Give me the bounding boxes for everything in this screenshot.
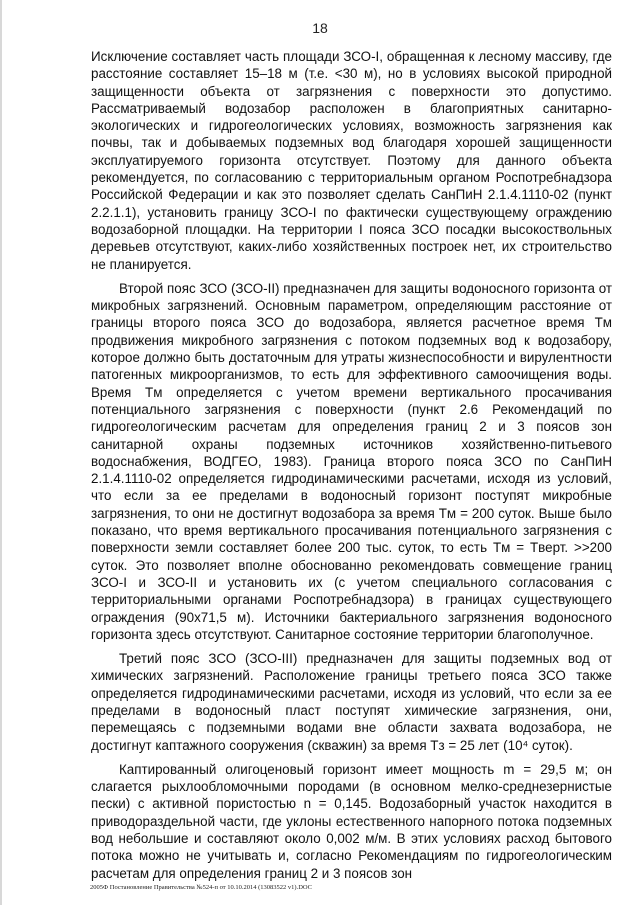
paragraph-szo-2: Второй пояс ЗСО (ЗСО-II) предназначен для защиты водоносного горизонта от микробных загрязнений. Основным параметром, определяющим расстояние от границы второго пояса ЗСО до водозабора, является расчетное время Tм продвижения микробного загрязнения с потоком подземных вод к водозабору, которое должно быть достаточным для утраты жизнеспособности и вирулентности патогенных микроорганизмов, то есть для эффективного самоочищения воды. Время Tм определяется с учетом времени вертикального просачивания потенциального загрязнения с поверхности (пункт 2.6 Рекомендаций по гидрогеологическим расчетам для определения границ 2 и 3 поясов зон санитарной охраны подземных источников хозяйственно-питьевого водоснабжения, ВОДГЕО, 1983). Граница второго пояса ЗСО по СанПиН 2.1.4.1110-02 определяется гидродинамическими расчетами, исходя из условий, что если за ее пределами в водоносный горизонт поступят микробные загрязнения, то они не достигнут водозабора за время Tм = 200 суток. Выше было показано, что время вертикального просачивания потенциального загрязнения с поверхности земли составляет более 200 тыс. суток, то есть Tм = Tверт. >>200 суток. Это позволяет вполне обоснованно рекомендовать совмещение границ ЗСО-I и ЗСО-II и установить их (с учетом специального согласования с территориальными органами Роспотребнадзора) в границах существующего ограждения (90x71,5 м). Источники бактериального загрязнения водоносного горизонта здесь отсутствуют. Санитарное состояние территории благополучное.: [91, 280, 612, 642]
paragraph-szo-3: Третий пояс ЗСО (ЗСО-III) предназначен для защиты подземных вод от химических загрязнений. Расположение границы третьего пояса ЗСО также определяется гидродинамическими расчетами, исходя из условий, что если за ее пределами в водоносный пласт поступят химические загрязнения, они, перемещаясь с подземными водами вне области захвата водозабора, не достигнут каптажного сооружения (скважин) за время Tз = 25 лет (10⁴ суток).: [91, 651, 612, 753]
paragraph-szo-1: Исключение составляет часть площади ЗСО-I, обращенная к лесному массиву, где расстояние составляет 15–18 м (т.е. <30 м), но в условиях высокой природной защищенности объекта от загрязнения с поверхности это допустимо. Рассматриваемый водозабор расположен в благоприятных санитарно-экологических и гидрогеологических условиях, возможность загрязнения как почвы, так и добываемых подземных вод благодаря хорошей защищенности эксплуатируемого горизонта отсутствует. Поэтому для данного объекта рекомендуется, по согласованию с территориальным органом Роспотребнадзора Российской Федерации и как это позволяет сделать СанПиН 2.1.4.1110-02 (пункт 2.2.1.1), установить границу ЗСО-I по фактически существующему ограждению водозаборной площадки. На территории I пояса ЗСО посадки высокоствольных деревьев отсутствуют, каких-либо хозяйственных построек нет, их строительство не планируется.: [91, 49, 612, 272]
page-number: 18: [312, 20, 328, 36]
paragraph-aquifer: Каптированный олигоценовый горизонт имеет мощность m = 29,5 м; он слагается рыхлообломочными породами (в основном мелко-среднезернистые пески) с активной пористостью n = 0,145. Водозаборный участок находится в приводораздельной части, где уклоны естественного напорного потока подземных вод небольшие и составляют около 0,002 м/м. В этих условиях расход бытового потока можно не учитывать и, согласно Рекомендациям по гидрогеологическим расчетам для определения границ 2 и 3 поясов зон: [91, 761, 612, 881]
document-footer: 2005Ф Постановление Правительства №524-п от 10.10.2014 (13083522 v1).DOC: [90, 884, 312, 891]
document-body: [91, 48, 612, 882]
scan-edge: [0, 0, 2, 905]
